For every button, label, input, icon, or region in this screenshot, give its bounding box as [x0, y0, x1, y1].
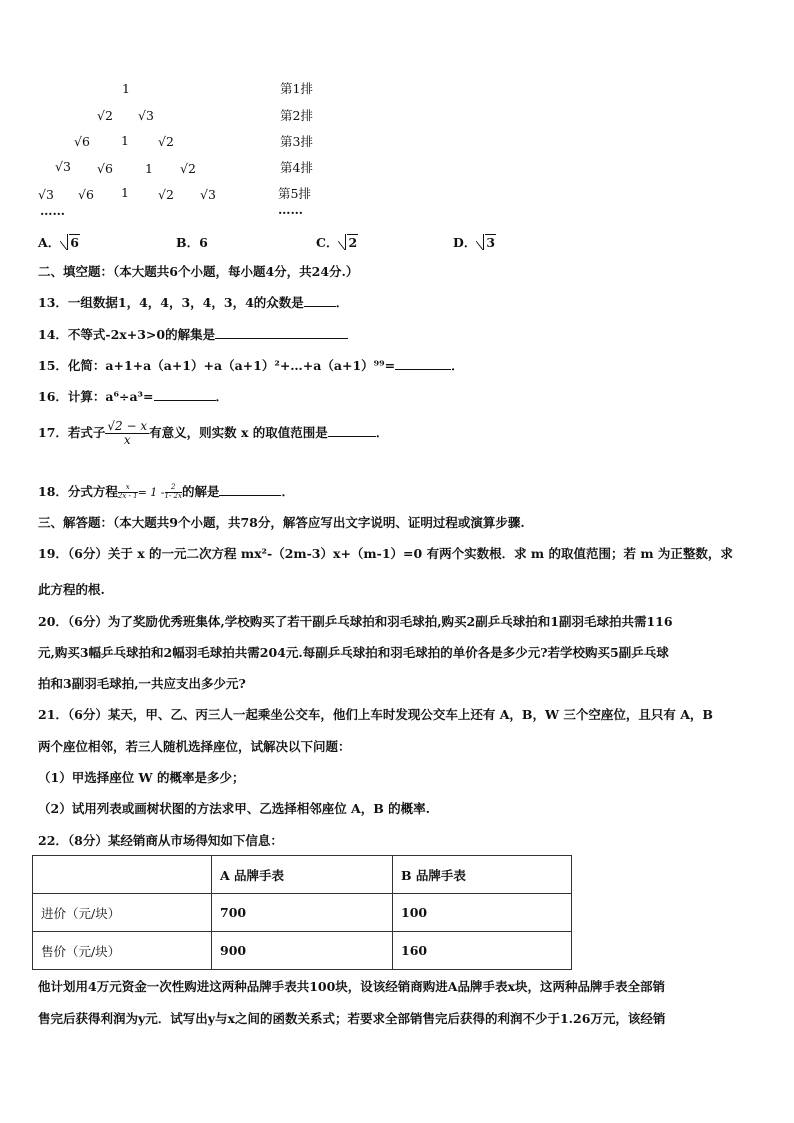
q18-rhs-num: 2: [165, 484, 182, 493]
option-d-radicand: 3: [486, 235, 496, 250]
option-a-label: A．: [38, 235, 61, 250]
q18-pre: 18．分式方程: [38, 484, 118, 499]
row-label-1: 第1排: [280, 81, 313, 96]
q20-line-2: 元,购买3幅乒乓球拍和2幅羽毛球拍共需204元.每副乒乓球拍和羽毛球拍的单价各是多少元?若学校购买5副乒乓球: [38, 645, 669, 660]
table-header-a: A 品牌手表: [212, 856, 393, 894]
question-13: 13．一组数据1，4，4，3，4，3，4的众数是 ．: [38, 295, 349, 310]
q21-line-4: （2）试用列表或画树状图的方法求甲、乙选择相邻座位 A，B 的概率.: [38, 801, 431, 816]
row-label-2: 第2排: [280, 108, 313, 123]
tri-r3-c1: √6: [74, 134, 90, 149]
tri-r3-c3: √2: [158, 134, 174, 149]
option-d: [453, 237, 496, 250]
q17-numerator: √2 − x: [107, 419, 148, 433]
question-17: 17．若式子 $\frac{√2 - x}{x}$ 有意义，则实数 x 的取值范围是 ．: [38, 419, 389, 448]
section-fill-in-heading: 二、填空题：（本大题共6个小题，每小题4分，共24分.）: [38, 264, 359, 279]
tri-r4-c2: √6: [97, 161, 113, 176]
tri-r2-c2: √3: [138, 108, 154, 123]
q17-fraction: [105, 420, 149, 447]
answer-blank: [328, 424, 376, 437]
tri-r4-c1: √3: [55, 159, 71, 174]
q18-lhs-fraction: [118, 484, 138, 500]
q13-text: 13．一组数据1，4，4，3，4，3，4的众数是: [38, 295, 304, 310]
table-cell: [33, 856, 212, 894]
q18-rhs-fraction: [165, 484, 182, 500]
sqrt-sign: [60, 237, 80, 250]
row-label-3: 第3排: [280, 134, 313, 149]
table-cell: 160: [393, 932, 572, 970]
q18-lhs-num: x: [118, 484, 138, 493]
tri-r3-c2: 1: [121, 133, 129, 148]
table-row: [33, 932, 572, 970]
sqrt-sign: [476, 237, 496, 250]
q20-line-3: 拍和3副羽毛球拍,一共应支出多少元?: [38, 676, 246, 691]
option-a: [38, 237, 80, 250]
table-cell: 700: [212, 894, 393, 932]
answer-blank: [219, 483, 281, 496]
price-table: [32, 855, 572, 970]
q18-rhs-den: 1- 2x: [164, 492, 182, 500]
q21-line-3: （1）甲选择座位 W 的概率是多少；: [38, 770, 245, 785]
answer-blank: [304, 294, 336, 307]
option-b: B．6: [176, 235, 208, 250]
table-row: [33, 894, 572, 932]
tri-r5-c5: √3: [200, 187, 216, 202]
question-16: 16．计算：a⁶÷a³= ．: [38, 389, 229, 404]
q18-post: 的解是: [181, 484, 220, 499]
table-cell: 100: [393, 894, 572, 932]
table-row-label: 进价（元/块）: [33, 894, 212, 932]
tri-ellipsis-right: ……: [278, 202, 303, 217]
answer-blank: [154, 388, 216, 401]
tri-r5-c3: 1: [121, 185, 129, 200]
q21-line-1: 21．（6分）某天，甲、乙、丙三人一起乘坐公交车，他们上车时发现公交车上还有 A，B，W 三个空座位，且只有 A，B: [38, 707, 713, 722]
q17-post: 有意义，则实数 x 的取值范围是: [149, 425, 328, 441]
section-solve-heading: 三、解答题：（本大题共9个小题，共78分，解答应写出文字说明、证明过程或演算步骤.: [38, 515, 525, 530]
q22-line-1: 他计划用4万元资金一次性购进这两种品牌手表共100块，设该经销商购进A品牌手表x块，这两种品牌手表全部销: [38, 979, 665, 994]
tri-r5-c2: √6: [78, 187, 94, 202]
q17-denominator: x: [123, 433, 131, 448]
tri-r2-c1: √2: [97, 108, 113, 123]
table-header-b: B 品牌手表: [393, 856, 572, 894]
option-c-radicand: 2: [348, 235, 358, 250]
option-c-label: C．: [316, 235, 339, 250]
q15-text: 15．化简：a+1+a（a+1）+a（a+1）²+…+a（a+1）⁹⁹=: [38, 358, 396, 373]
question-18: 18．分式方程 $\frac{x}{2x - 1}$ = 1 - $\frac{2}{1- 2x}$ 的解是 ．: [38, 483, 294, 500]
q21-line-2: 两个座位相邻，若三人随机选择座位，试解决以下问题：: [38, 739, 351, 754]
table-row-label: 售价（元/块）: [33, 932, 212, 970]
q20-line-1: 20．（6分）为了奖励优秀班集体,学校购买了若干副乒乓球拍和羽毛球拍,购买2副乒乓球拍和1副羽毛球拍共需116: [38, 614, 673, 629]
answer-blank: [395, 357, 451, 370]
tri-ellipsis-left: ……: [40, 203, 65, 218]
q18-lhs-den: 2x - 1: [117, 492, 138, 500]
table-cell: 900: [212, 932, 393, 970]
row-label-5: 第5排: [278, 186, 311, 201]
q14-text: 14．不等式-2x+3>0的解集是: [38, 327, 216, 342]
tri-r5-c1: √3: [38, 187, 54, 202]
q17-pre: 17．若式子: [38, 425, 106, 441]
row-label-4: 第4排: [280, 160, 313, 175]
table-header-row: [33, 856, 572, 894]
option-c: [316, 237, 358, 250]
q22-line-2: 售完后获得利润为y元．试写出y与x之间的函数关系式；若要求全部销售完后获得的利润不少于1.26万元，该经销: [38, 1011, 666, 1026]
sqrt-sign: [338, 237, 358, 250]
answer-blank: [215, 326, 348, 339]
question-15: 15．化简：a+1+a（a+1）+a（a+1）²+…+a（a+1）⁹⁹= ．: [38, 358, 464, 373]
option-a-radicand: 6: [70, 235, 79, 250]
q22-intro: 22．（8分）某经销商从市场得知如下信息：: [38, 833, 283, 848]
tri-r5-c4: √2: [158, 187, 174, 202]
q19-line-1: 19．（6分）关于 x 的一元二次方程 mx²-（2m-3）x+（m-1）=0 有两个实数根．求 m 的取值范围；若 m 为正整数，求: [38, 546, 733, 561]
tri-r1-c1: 1: [122, 81, 130, 96]
q19-line-2: 此方程的根.: [38, 582, 105, 597]
q18-mid: = 1 -: [137, 486, 165, 499]
question-14: [38, 326, 348, 342]
option-d-label: D．: [453, 235, 477, 250]
tri-r4-c4: √2: [180, 161, 196, 176]
q16-text: 16．计算：a⁶÷a³=: [38, 389, 154, 404]
tri-r4-c3: 1: [145, 161, 153, 176]
